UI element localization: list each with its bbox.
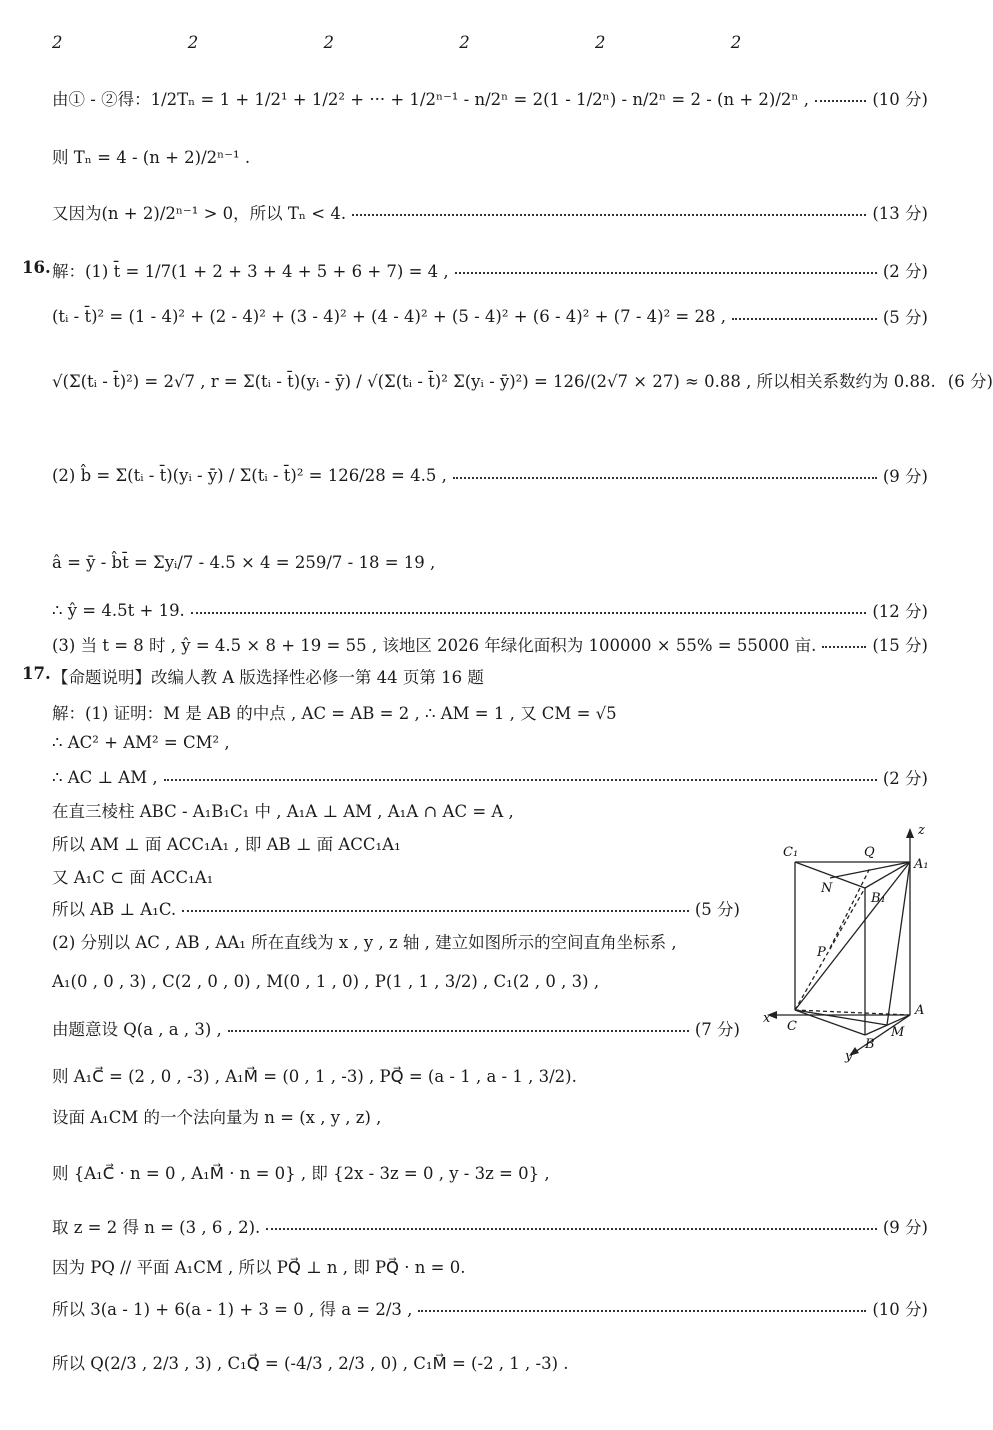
solution-line: 取 z = 2 得 n = (3 , 6 , 2). (9 分) [52,1218,928,1237]
segment-PQ [830,868,870,948]
dot-leader [815,100,866,102]
solution-line: 所以 3(a - 1) + 6(a - 1) + 3 = 0 , 得 a = 2/3 , (10 分) [52,1300,928,1319]
label-B: B [865,1037,875,1052]
solution-line: 所以 AB ⊥ A₁C. (5 分) [52,900,740,919]
solution-line: 所以 AM ⊥ 面 ACC₁A₁ , 即 AB ⊥ 面 ACC₁A₁ [52,835,401,854]
solution-line: 【命题说明】改编人教 A 版选择性必修一第 44 页第 16 题 [52,668,484,687]
dot-leader [266,1228,877,1230]
dot-leader [228,1030,689,1032]
label-M: M [891,1025,905,1040]
dot-leader [418,1310,866,1312]
solution-line: ∴ ŷ = 4.5t + 19. (12 分) [52,600,928,621]
solution-line: 因为 PQ // 平面 A₁CM , 所以 PQ⃗ ⊥ n , 即 PQ⃗ · n = 0. [52,1258,466,1277]
solution-line: (3) 当 t = 8 时 , ŷ = 4.5 × 8 + 19 = 55 , 该地区 2026 年绿化面积为 100000 × 55% = 55000 亩. (15 分) [52,636,928,655]
dot-leader [453,477,877,479]
solution-line: 则 Tₙ = 4 - (n + 2)/2ⁿ⁻¹ . [52,148,251,167]
label-z: z [918,823,925,838]
label-Q: Q [864,845,875,860]
solution-line: â = ȳ - b̂t̄ = Σyᵢ/7 - 4.5 × 4 = 259/7 - 18 = 19 , [52,553,436,572]
prism-figure [755,820,940,1065]
dot-leader [182,910,689,912]
solution-line: 在直三棱柱 ABC - A₁B₁C₁ 中 , A₁A ⊥ AM , A₁A ∩ AC = A , [52,802,514,821]
solution-line: 又因为(n + 2)/2ⁿ⁻¹ > 0，所以 Tₙ < 4. (13 分) [52,204,928,223]
edge-CM [795,1010,887,1025]
dot-leader [191,612,867,614]
label-y: y [845,1049,853,1064]
solution-line: (2) b̂ = Σ(tᵢ - t̄)(yᵢ - ȳ) / Σ(tᵢ - t̄)² = 126/28 = 4.5 , (9 分) [52,465,928,486]
edge-CB1-hidden [795,888,865,1010]
segment-NA1 [830,862,910,878]
solution-line: ∴ AC² + AM² = CM² , [52,733,230,752]
dot-leader [822,646,866,648]
solution-line: 又 A₁C ⊂ 面 ACC₁A₁ [52,868,214,887]
label-B1: B₁ [871,891,886,906]
solution-line: 解：(1) t̄ = 1/7(1 + 2 + 3 + 4 + 5 + 6 + 7) = 4 , (2 分) [52,262,928,281]
dot-leader [732,318,877,320]
solution-line: 设面 A₁CM 的一个法向量为 n = (x , y , z) , [52,1108,382,1127]
dot-leader [455,272,877,274]
dot-leader [164,779,877,781]
solution-line: A₁(0 , 0 , 3) , C(2 , 0 , 0) , M(0 , 1 , 0) , P(1 , 1 , 3/2) , C₁(2 , 0 , 3) , [52,972,600,991]
question-number-16: 16. [22,258,51,277]
dot-leader [352,214,866,216]
clipped-top-line: 2 2 2 2 2 2 [52,33,802,52]
label-A: A [915,1003,925,1018]
label-A1: A₁ [914,857,929,872]
solution-line: (tᵢ - t̄)² = (1 - 4)² + (2 - 4)² + (3 - 4)² + (4 - 4)² + (5 - 4)² + (6 - 4)² + (7 - 4)² = 28 , (5 分) [52,306,928,327]
question-number-17: 17. [22,664,51,683]
solution-line: 由① - ②得：1/2Tₙ = 1 + 1/2¹ + 1/2² + ··· + 1/2ⁿ⁻¹ - n/2ⁿ = 2(1 - 1/2ⁿ) - n/2ⁿ = 2 - (n + 2)/2ⁿ , (10 分) [52,90,928,109]
solution-line: 解：(1) 证明：M 是 AB 的中点 , AC = AB = 2 , ∴ AM = 1 , 又 CM = √5 [52,704,617,723]
edge-CB [795,1010,865,1035]
solution-line: 则 {A₁C⃗ · n = 0 , A₁M⃗ · n = 0} , 即 {2x - 3z = 0 , y - 3z = 0} , [52,1164,550,1183]
label-N: N [821,881,833,896]
solution-line: √(Σ(tᵢ - t̄)²) = 2√7 , r = Σ(tᵢ - t̄)(yᵢ - ȳ) / √(Σ(tᵢ - t̄)² Σ(yᵢ - ȳ)²) = 126/(2√7 × 27) ≈ 0.88 , 所以相关系数约为 0.88. (6 分) [52,372,993,391]
label-P: P [817,945,826,960]
solution-line: 则 A₁C⃗ = (2 , 0 , -3) , A₁M⃗ = (0 , 1 , -3) , PQ⃗ = (a - 1 , a - 1 , 3/2). [52,1067,577,1086]
label-x: x [763,1011,771,1026]
label-C1: C₁ [783,845,799,860]
solution-line: 由题意设 Q(a , a , 3) , (7 分) [52,1020,740,1039]
solution-line: (2) 分别以 AC , AB , AA₁ 所在直线为 x , y , z 轴 , 建立如图所示的空间直角坐标系 , [52,933,677,952]
clipped-bottom-line: 所以 Q(2/3 , 2/3 , 3) , C₁Q⃗ = (-4/3 , 2/3 , 0) , C₁M⃗ = (-2 , 1 , -3) . [52,1354,569,1373]
label-C: C [787,1019,797,1034]
solution-line: ∴ AC ⊥ AM , (2 分) [52,767,928,788]
